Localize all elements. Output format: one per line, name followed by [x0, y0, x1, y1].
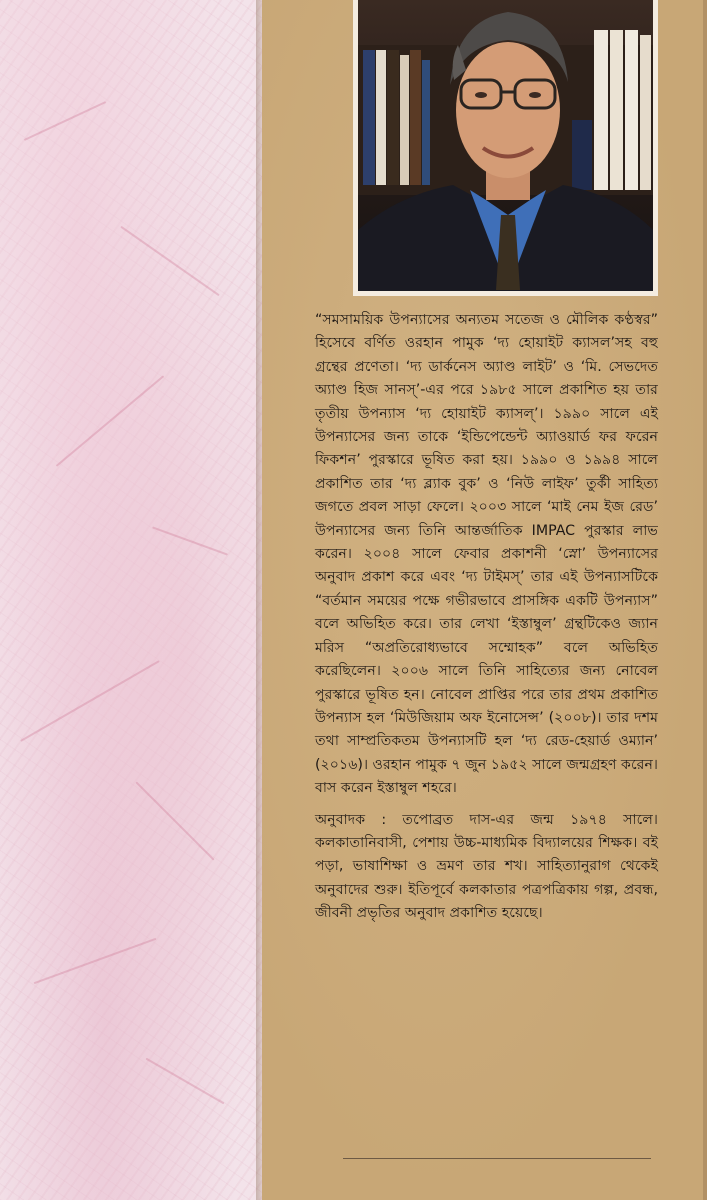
translator-label: অনুবাদক :: [315, 811, 387, 828]
paper-fibre: [146, 1058, 225, 1105]
author-bio-paragraph: “সমসাময়িক উপন্যাসের অন্যতম সতেজ ও মৌলিক কণ্ঠস্বর” হিসেবে বর্ণিত ওরহান পামুক ‘দ্য হোয়াইট ক্যাসল’সহ বহু গ্রন্থের প্রণেতা। ‘দ্য ডার্কনেস অ্যাণ্ড লাইট’ ও ‘মি. সেভদেত অ্যাণ্ড হিজ সানস্’-এর পরে ১৯৮৫ সালে প্রকাশিত হয় তার তৃতীয় উপন্যাস ‘দ্য হোয়াইট ক্যাসল্’। ১৯৯০ সালে এই উপন্যাসের জন্য তাকে ‘ইন্ডিপেন্ডেন্ট অ্যাওয়ার্ড ফর ফরেন ফিকশন’ পুরস্কারে ভূষিত করা হয়। ১৯৯০ ও ১৯৯৪ সালে প্রকাশিত তার ‘দ্য ব্ল্যাক বুক’ ও ‘নিউ লাইফ’ তুর্কী সাহিত্য জগতে প্রবল সাড়া ফেলে। ২০০৩ সালে ‘মাই নেম ইজ রেড’ উপন্যাসের জন্য তিনি আন্তর্জাতিক IMPAC পুরস্কার লাভ করেন। ২০০৪ সালে ফেবার প্রকাশনী ‘স্নো’ উপন্যাসের অনুবাদ প্রকাশ করে এবং ‘দ্য টাইমস্’ তার এই উপন্যাসটিকে “বর্তমান সময়ের পক্ষে গভীরভাবে প্রাসঙ্গিক একটি উপন্যাস” বলে অভিহিত করে। তার লেখা ‘ইস্তাম্বুল’ গ্রন্থটিকেও জ্যান মরিস “অপ্রতিরোধ্যভাবে সম্মোহক” বলে অভিহিত করেছিলেন। ২০০৬ সালে তিনি সাহিত্যের জন্য নোবেল পুরস্কারে ভূষিত হন। নোবেল প্রাপ্তির পরে তার প্রথম প্রকাশিত উপন্যাস হল ‘মিউজিয়াম অফ ইনোসেন্স’ (২০০৮)। তার দশম তথা সাম্প্রতিকতম উপন্যাসটি হল ‘দ্য রেড-হেয়ার্ড ওম্যান’ (২০১৬)। ওরহান পামুক ৭ জুন ১৯৫২ সালে জন্মগ্রহণ করেন। বাস করেন ইস্তাম্বুল শহরে।: [315, 312, 658, 797]
author-photo-frame: [353, 0, 658, 296]
author-bio: [315, 309, 658, 926]
paper-fibre: [56, 375, 165, 467]
paper-fibre: [120, 226, 219, 296]
paper-fibre: [20, 660, 160, 742]
cover-edge: [703, 0, 707, 1200]
paper-fibre: [135, 781, 214, 860]
author-portrait-illustration: [358, 0, 653, 291]
paper-fibre: [152, 526, 228, 555]
translator-bio-text: তপোব্রত দাস-এর জন্ম ১৯৭৪ সালে। কলকাতানিবাসী, পেশায় উচ্চ-মাধ্যমিক বিদ্যালয়ের শিক্ষক। বই পড়া, ভাষাশিক্ষা ও ভ্রমণ তার শখ। সাহিত্যানুরাগ থেকেই অনুবাদের শুরু। ইতিপূর্বে কলকাতার পত্রপত্রিকায় গল্প, প্রবন্ধ, জীবনী প্রভৃতির অনুবাদ প্রকাশিত হয়েছে।: [315, 811, 658, 922]
translator-bio-paragraph: [315, 809, 658, 926]
marbled-endpaper: [0, 0, 262, 1200]
paper-fibre: [24, 101, 106, 141]
bottom-divider: [343, 1158, 651, 1159]
paper-fibre: [34, 938, 157, 984]
author-photo: [358, 0, 653, 291]
